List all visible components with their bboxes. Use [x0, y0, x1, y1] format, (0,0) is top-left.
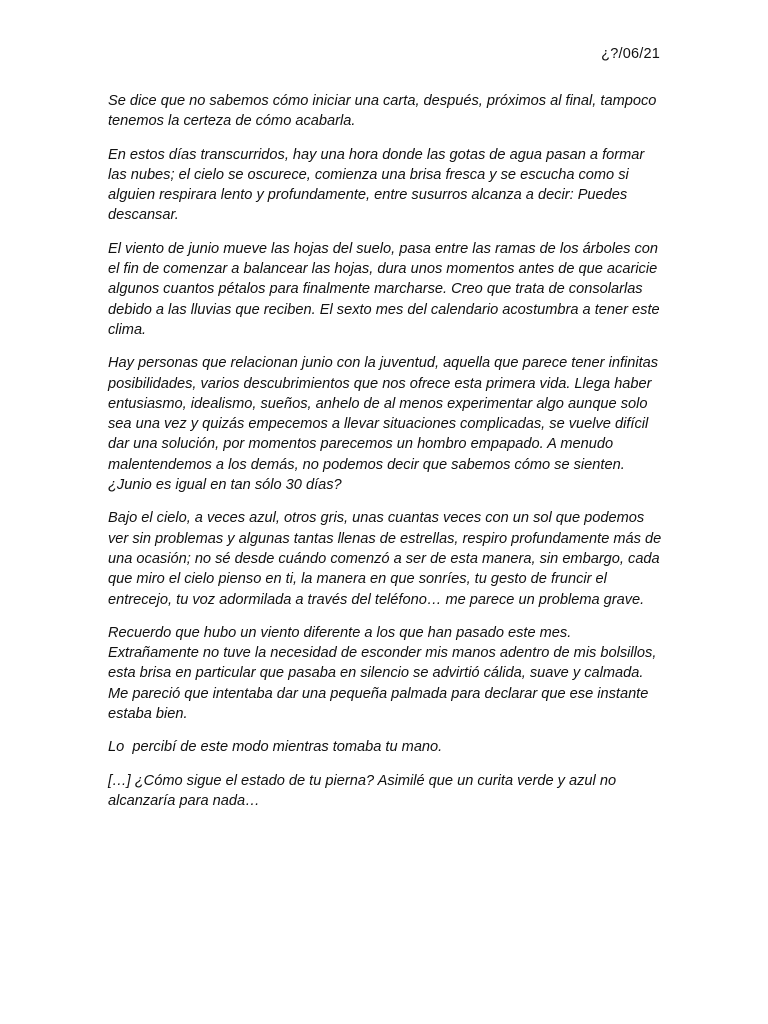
- paragraph-5: Bajo el cielo, a veces azul, otros gris, unas cuantas veces con un sol que podemos ver sin problemas y algunas tantas llenas de estrellas, respiro profundamente más de una ocasión; no sé desde cuándo comenzó a ser de esta manera, sin embargo, cada que miro el cielo pienso en ti, la manera en que sonríes, tu gesto de fruncir el entrecejo, tu voz adormilada a través del teléfono… me parece un problema grave.: [108, 510, 662, 608]
- paragraph-6: Recuerdo que hubo un viento diferente a los que han pasado este mes. Extrañamente no tuve la necesidad de esconder mis manos adentro de mis bolsillos, esta brisa en particular que pasaba en silencio se advirtió cálida, suave y calmada. Me pareció que intentaba dar una pequeña palmada para declarar que ese instante estaba bien.: [108, 624, 657, 723]
- paragraph-1: Se dice que no sabemos cómo iniciar una carta, después, próximos al final, tampoco tenemos la certeza de cómo acabarla.: [108, 93, 657, 130]
- paragraph-4: Hay personas que relacionan junio con la juventud, aquella que parece tener infinitas posibilidades, varios descubrimientos que nos ofrece esta primera vida. Llega haber entusiasmo, idealismo, sueños, anhelo de al menos experimentar algo aunque solo sea una vez y quizás empecemos a llevar situaciones complicadas, se vuelve difícil dar una solución, por momentos parecemos un hombro empapado. A menudo malentendemos a los demás, no podemos decir que sabemos cómo se sienten. ¿Junio es igual en tan sólo 30 días?: [108, 355, 659, 494]
- letter-date: ¿?/06/21: [601, 46, 660, 62]
- letter-body: [108, 91, 664, 824]
- paragraph-7: Lo percibí de este modo mientras tomaba tu mano.: [108, 739, 443, 756]
- paragraph-2: En estos días transcurridos, hay una hora donde las gotas de agua pasan a formar las nubes; el cielo se oscurece, comienza una brisa fresca y se escucha como si alguien respirara lento y profundamente, entre susurros alcanza a decir: Puedes descansar.: [108, 146, 645, 224]
- paragraph-3: El viento de junio mueve las hojas del suelo, pasa entre las ramas de los árboles con el fin de comenzar a balancear las hojas, dura unos momentos antes de que acaricie algunos cuantos pétalos para finalmente marcharse. Creo que trata de consolarlas debido a las lluvias que reciben. El sexto mes del calendario acostumbra a tener este clima.: [108, 240, 660, 338]
- paragraph-8: […] ¿Cómo sigue el estado de tu pierna? Asimilé que un curita verde y azul no alcanzaría para nada…: [108, 772, 617, 809]
